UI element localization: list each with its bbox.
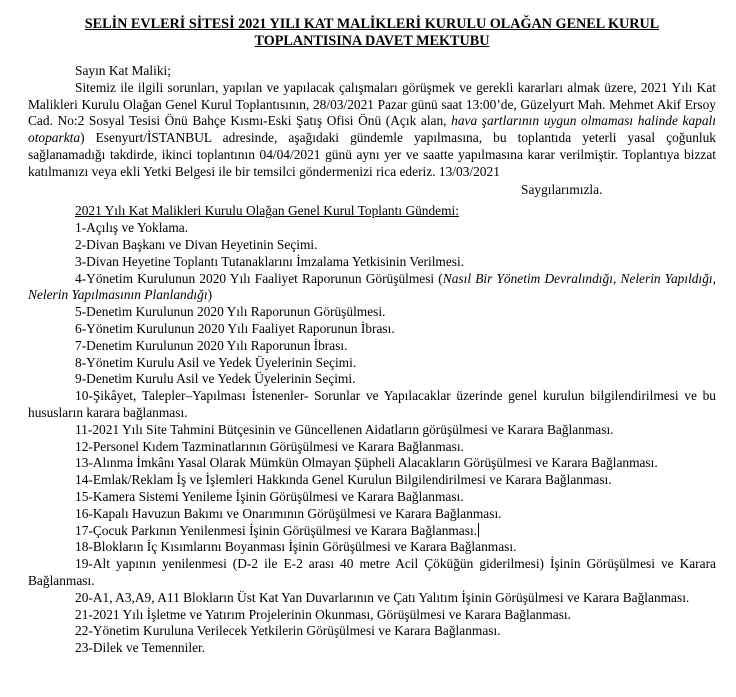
agenda-item: 5-Denetim Kurulunun 2020 Yılı Raporunun Görüşülmesi.	[75, 304, 386, 320]
agenda-item: 1-Açılış ve Yoklama.	[75, 220, 189, 236]
title-line-1: SELİN EVLERİ SİTESİ 2021 YILI KAT MALİKLERİ KURULU OLAĞAN GENEL KURUL	[84, 16, 660, 32]
agenda-item: 15-Kamera Sistemi Yenileme İşinin Görüşülmesi ve Karara Bağlanması.	[75, 488, 464, 504]
invitation-paragraph	[28, 80, 716, 181]
agenda-item: 21-2021 Yılı İşletme ve Yatırım Projelerinin Okunması, Görüşülmesi ve Karara Bağlanması.	[75, 606, 571, 622]
title-line-2: TOPLANTISINA DAVET MEKTUBU	[254, 33, 490, 49]
letter-title	[28, 16, 716, 50]
agenda-item: 19-Alt yapının yenilenmesi (D-2 ile E-2 arası 40 metre Acil Çöküğün giderilmesi) İşinin Görüşülmesi ve Karara Bağlanması.	[28, 556, 716, 588]
agenda-item: 23-Dilek ve Temenniler.	[75, 640, 206, 656]
agenda-item: 8-Yönetim Kurulu Asil ve Yedek Üyelerinin Seçimi.	[75, 354, 357, 370]
salutation: Sayın Kat Maliki;	[75, 63, 171, 78]
agenda-item: 12-Personel Kıdem Tazminatlarının Görüşülmesi ve Karara Bağlanması.	[75, 438, 464, 454]
agenda-item: 13-Alınma İmkânı Yasal Olarak Mümkün Olmayan Şüpheli Alacakların Görüşülmesi ve Karara Bağlanması.	[75, 455, 658, 471]
agenda-item: 18-Blokların İç Kısımlarını Boyanması İşinin Görüşülmesi ve Karara Bağlanması.	[75, 539, 517, 555]
agenda-item: 10-Şikâyet, Talepler–Yapılması İstenenler- Sorunlar ve Yapılacaklar üzerinde genel kurulun bilgilendirilmesi ve bu hususların karara bağlanması.	[28, 388, 716, 420]
agenda-item: 20-A1, A3,A9, A11 Blokların Üst Kat Yan Duvarlarının ve Çatı Yalıtım İşinin Görüşülmesi ve Karara Bağlanması.	[75, 589, 690, 605]
agenda-item: 22-Yönetim Kuruluna Verilecek Yetkilerin Görüşülmesi ve Karara Bağlanması.	[75, 623, 501, 639]
agenda-list	[28, 220, 716, 657]
invitation-text-part-2: ) Esenyurt/İSTANBUL adresinde, aşağıdaki gündemle yapılmasına, bu toplantıda yeterli yasal çoğunluk sağlanamadığı takdirde, ikinci toplantının 04/04/2021 günü aynı yer ve saatte yapılmasına karar verilmiştir. Toplantıya bizzat katılmanızı veya ekli Yetki Belgesi ile bir temsilci göndermenizi rica ederiz. 13/03/2021	[28, 130, 716, 179]
closing-regards: Saygılarımızla.	[521, 181, 603, 197]
agenda-item: 11-2021 Yılı Site Tahmini Bütçesinin ve Güncellenen Aidatların görüşülmesi ve Karara Bağlanması.	[75, 421, 614, 437]
agenda-item: 2-Divan Başkanı ve Divan Heyetinin Seçimi.	[75, 236, 318, 252]
agenda-item	[28, 271, 716, 305]
agenda-item: 16-Kapalı Havuzun Bakımı ve Onarımının Görüşülmesi ve Karara Bağlanması.	[75, 505, 502, 521]
agenda-heading: 2021 Yılı Kat Malikleri Kurulu Olağan Genel Kurul Toplantı Gündemi:	[75, 203, 459, 219]
agenda-item: 14-Emlak/Reklam İş ve İşlemleri Hakkında Genel Kurulun Bilgilendirilmesi ve Karara Bağlanması.	[75, 472, 612, 488]
text-cursor	[478, 523, 479, 537]
invitation-text-part-1: Sitemiz ile ilgili sorunları, yapılan ve yapılacak çalışmaları görüşmek ve gerekli kararları almak üzere, 2021 Yılı Kat Malikleri Kurulu Olağan Genel Kurul Toplantısının, 28/03/2021 Pazar günü saat 13:00’de, Güzelyurt Mah. Mehmet Akif Ersoy Cad. No:2 Sosyal Tesisi Önü Bahçe Kısmı-Eski Şatış Ofisi Önü (Açık alan,	[28, 79, 716, 129]
invitation-text-italic: hava şartlarının uygun olmaması halinde kapalı otoparkta	[28, 113, 716, 146]
agenda-item: 6-Yönetim Kurulunun 2020 Yılı Faaliyet Raporunun İbrası.	[75, 320, 395, 336]
agenda-item: 3-Divan Heyetine Toplantı Tutanaklarını İmzalama Yetkisinin Verilmesi.	[75, 253, 465, 269]
agenda-item-17-text: 17-Çocuk Parkının Yenilenmesi İşinin Görüşülmesi ve Karara Bağlanması.	[75, 522, 478, 538]
letter-page	[28, 16, 716, 657]
agenda-item-4-end: )	[207, 287, 213, 303]
agenda-item-4-text: 4-Yönetim Kurulunun 2020 Yılı Faaliyet Raporunun Görüşülmesi (	[75, 270, 443, 286]
agenda-item: 7-Denetim Kurulunun 2020 Yılı Raporunun İbrası.	[75, 337, 348, 353]
agenda-item	[28, 523, 716, 540]
agenda-item: 9-Denetim Kurulu Asil ve Yedek Üyelerinin Seçimi.	[75, 371, 356, 387]
agenda-item-4-italic: Nasıl Bir Yönetim Devralındığı, Nelerin Yapıldığı, Nelerin Yapılmasının Planlandığı	[28, 270, 716, 303]
